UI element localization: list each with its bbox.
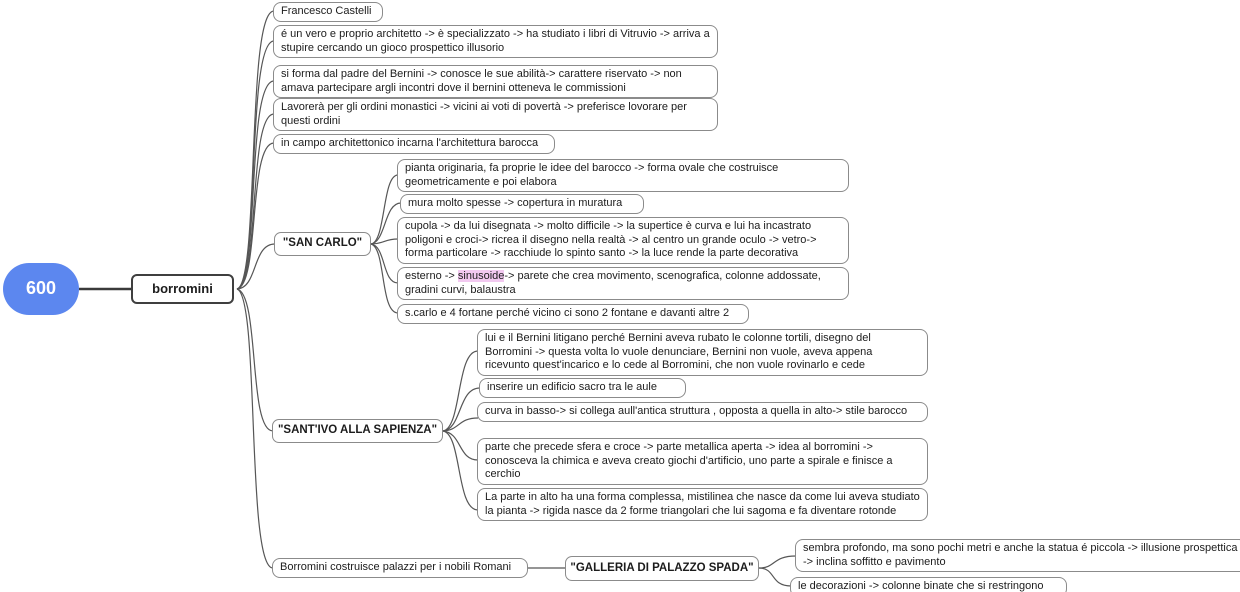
node-si-forma[interactable]: La parte in alto ha una forma complessa, mistilinea che nasce da come lui aveva studiato la pianta -> rigida nasce da 2 forme triangolari che lui sagoma e fa diventare rotonde (477, 488, 928, 521)
node-architetto[interactable]: é un vero e proprio architetto -> è specializzato -> ha studiato i libri di Vitruvio -> arriva a stupire cercando un gioco prospettico illusorio (273, 25, 718, 58)
node-ordini-monastici[interactable]: Lavorerà per gli ordini monastici -> vicini ai voti di povertà -> preferisce lovorare per questi ordini (273, 98, 718, 131)
root-node[interactable]: 600 (3, 263, 79, 315)
node-francesco-castelli[interactable]: Francesco Castelli (273, 2, 383, 22)
node-sc-esterno[interactable] (397, 267, 849, 300)
node-borromini[interactable]: borromini (131, 274, 234, 304)
highlighted-word-sinusoide: sinusoide (457, 270, 505, 282)
node-si-sfera[interactable]: parte che precede sfera e croce -> parte metallica aperta -> idea al borromini -> conosceva la chimica e aveva creato giochi d'artificio, uno parte a spirale e finisce a cerchio (477, 438, 928, 485)
esterno-text-suffix: -> parete che crea movimento, scenografica, colonne addossate, gradini curvi, balaustra (405, 270, 821, 296)
node-galleria-spada[interactable]: "GALLERIA DI PALAZZO SPADA" (565, 556, 759, 581)
node-si-edificio[interactable]: inserire un edificio sacro tra le aule (479, 378, 686, 398)
node-sc-pianta[interactable]: pianta originaria, fa proprie le idee del barocco -> forma ovale che costruisce geometricamente e poi elabora (397, 159, 849, 192)
node-sc-fontane[interactable]: s.carlo e 4 fortane perché vicino ci sono 2 fontane e davanti altre 2 (397, 304, 749, 324)
node-palazzi-nobili[interactable]: Borromini costruisce palazzi per i nobili Romani (272, 558, 528, 578)
node-san-carlo[interactable]: "SAN CARLO" (274, 232, 371, 256)
node-si-curva[interactable]: curva in basso-> si collega aull'antica struttura , opposta a quella in alto-> stile barocco (477, 402, 928, 422)
esterno-text-prefix: esterno -> (405, 270, 458, 282)
node-sc-mura[interactable]: mura molto spesse -> copertura in muratura (400, 194, 644, 214)
node-gs-illusione[interactable]: sembra profondo, ma sono pochi metri e anche la statua é piccola -> illusione prospettica -> inclina soffitto e pavimento (795, 539, 1240, 572)
node-sant-ivo[interactable]: "SANT'IVO ALLA SAPIENZA" (272, 419, 443, 443)
node-gs-decorazioni[interactable]: le decorazioni -> colonne binate che si restringono (790, 577, 1067, 592)
node-si-litigio[interactable]: lui e il Bernini litigano perché Bernini aveva rubato le colonne tortili, disegno del Borromini -> questa volta lo vuole denunciare, Bernini non vuole, aveva appena ricevunto quest'incarico e lo cede al Borromini, che non vuole rovinarlo e cede (477, 329, 928, 376)
node-architettura-barocca[interactable]: in campo architettonico incarna l'architettura barocca (273, 134, 555, 154)
node-sc-cupola[interactable]: cupola -> da lui disegnata -> molto difficile -> la supertice è curva e lui ha incastrato poligoni e croci-> ricrea il disegno nella realtà -> al centro un grande oculo -> vetro-> forma particolare -> racchiude lo spinto santo -> la luce rende la parte decorativa (397, 217, 849, 264)
node-formazione[interactable]: si forma dal padre del Bernini -> conosce le sue abilità-> carattere riservato -> non amava partecipare argli incontri dove il bernini otteneva le commissioni (273, 65, 718, 98)
